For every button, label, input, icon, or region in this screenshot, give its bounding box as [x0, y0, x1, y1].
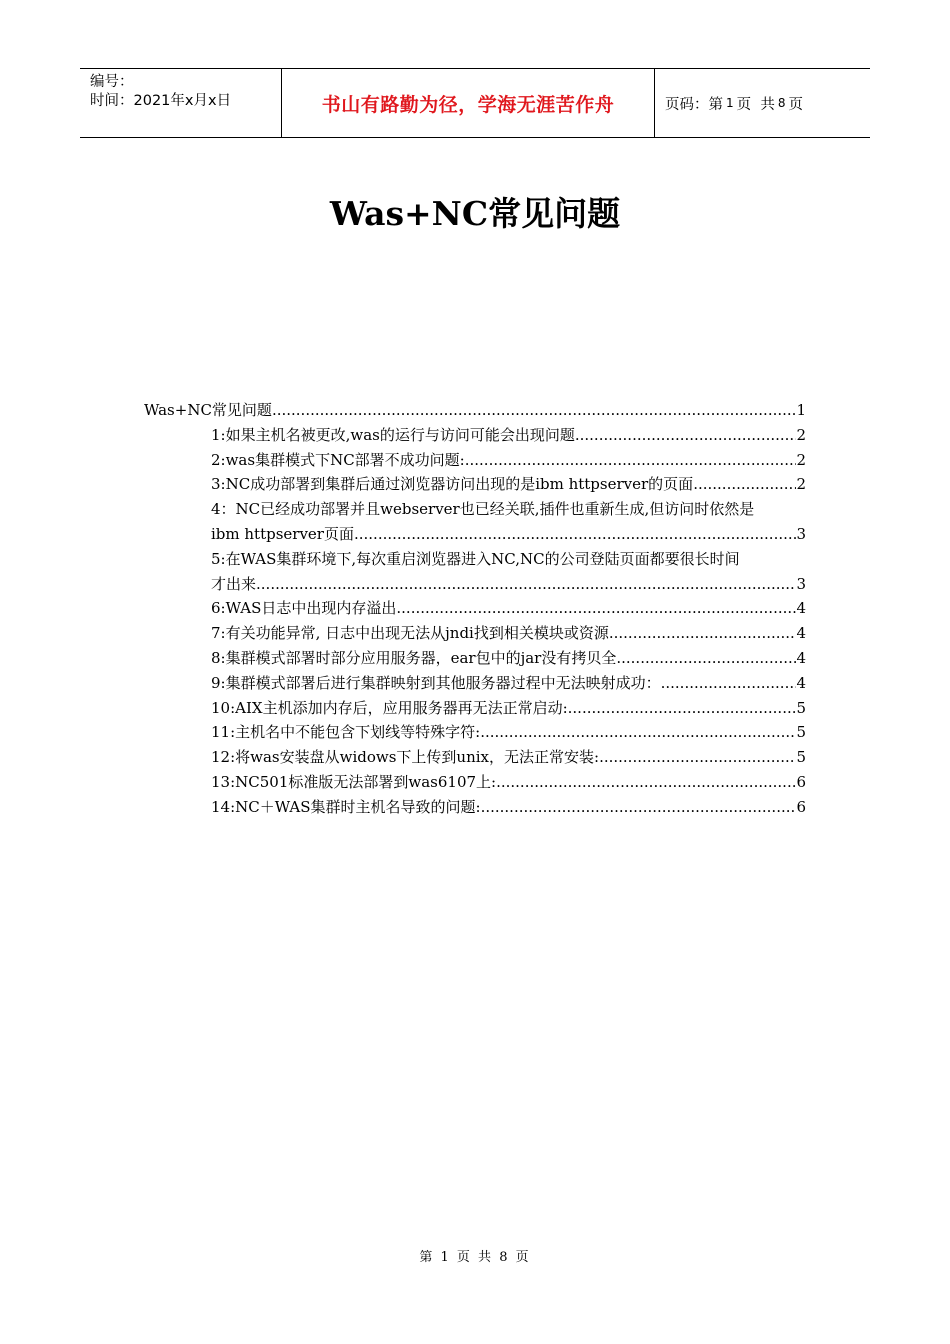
toc-leader-dots [496, 770, 796, 795]
toc-entry-text: 13:NC501标准版无法部署到was6107上: [211, 772, 497, 791]
toc-leader-dots [693, 472, 796, 497]
toc-leader-dots [256, 572, 796, 597]
toc-leader-dots [272, 398, 797, 423]
toc-leader-dots [616, 646, 796, 671]
toc-page-number: 3 [796, 574, 806, 593]
toc-entry-line [211, 572, 806, 597]
toc-entry-text: 12:将was安装盘从widows下上传到unix，无法正常安装: [211, 748, 600, 767]
toc-leader-dots [480, 720, 796, 745]
toc-page-number: 5 [796, 698, 806, 717]
toc-entry[interactable] [211, 448, 806, 473]
toc-entry[interactable] [211, 770, 806, 795]
toc-entry-line [211, 720, 806, 745]
toc-entry-line [211, 745, 806, 770]
toc-entry[interactable] [211, 646, 806, 671]
toc-entry-text: Was+NC常见问题 [144, 401, 272, 419]
toc-entry-text: 11:主机名中不能包含下划线等特殊字符: [211, 723, 481, 742]
toc-entry[interactable] [211, 745, 806, 770]
toc-entry[interactable] [211, 696, 806, 721]
header-page-prefix: 页码：第 [665, 96, 723, 113]
toc-entry-text: 7:有关功能异常, 日志中出现无法从jndi找到相关模块或资源 [211, 624, 609, 643]
toc-leader-dots [481, 795, 797, 820]
toc-leader-dots [354, 522, 796, 547]
toc-entry[interactable] [211, 472, 806, 497]
toc-entry-line [211, 448, 806, 473]
page-header [80, 68, 870, 138]
toc-entry[interactable] [144, 398, 806, 423]
toc-entry-line [211, 596, 806, 621]
toc-page-number: 5 [796, 723, 806, 742]
toc-entry-line [211, 472, 806, 497]
toc-entry-text: 2:was集群模式下NC部署不成功问题: [211, 450, 465, 469]
header-date-label: 时间：2021年x月x日 [90, 93, 232, 109]
toc-leader-dots [568, 696, 797, 721]
toc-entry-text: 1:如果主机名被更改,was的运行与访问可能会出现问题 [211, 425, 575, 444]
toc-entry-text: 8:集群模式部署时部分应用服务器，ear包中的jar没有拷贝全 [211, 648, 617, 667]
toc-leader-dots [465, 448, 797, 473]
toc-entry[interactable] [211, 720, 806, 745]
toc-entry[interactable] [211, 621, 806, 646]
toc-entry[interactable] [211, 547, 806, 597]
toc-page-number: 4 [796, 624, 806, 643]
toc-entry-text: 3:NC成功部署到集群后通过浏览器访问出现的是ibm httpserver的页面 [211, 475, 694, 494]
toc-page-number: 4 [796, 648, 806, 667]
toc-entry-text: ibm httpserver页面 [211, 524, 354, 543]
page-footer: 第 1 页 共 8 页 [419, 1250, 531, 1265]
toc-entry[interactable] [211, 671, 806, 696]
table-of-contents [144, 398, 806, 820]
toc-page-number: 2 [796, 450, 806, 469]
header-page-mid: 页 共 [736, 96, 775, 113]
header-motto: 书山有路勤为径，学海无涯苦作舟 [281, 69, 655, 137]
toc-entry-text: 才出来 [211, 574, 257, 593]
toc-entry-line [211, 547, 806, 572]
toc-page-number: 6 [796, 772, 806, 791]
toc-entry-line [211, 795, 806, 820]
toc-leader-dots [575, 423, 797, 448]
toc-page-number: 1 [796, 401, 806, 419]
toc-page-number: 4 [796, 599, 806, 618]
toc-leader-dots [396, 596, 796, 621]
toc-page-number: 5 [796, 748, 806, 767]
toc-entry-text: 10:AIX主机添加内存后，应用服务器再无法正常启动: [211, 698, 568, 717]
toc-entry-text: 9:集群模式部署后进行集群映射到其他服务器过程中无法映射成功： [211, 673, 661, 692]
toc-entry-line [211, 497, 806, 522]
toc-entry-line [211, 671, 806, 696]
header-code-label: 编号： [90, 74, 134, 90]
toc-entry-text: 5:在WAS集群环境下,每次重启浏览器进入NC,NC的公司登陆页面都要很长时间 [211, 549, 740, 568]
toc-entry[interactable] [211, 423, 806, 448]
toc-page-number: 2 [796, 475, 806, 494]
header-info-cell [80, 69, 281, 137]
toc-page-number: 2 [796, 425, 806, 444]
toc-entry-line [211, 522, 806, 547]
toc-entry-line [211, 621, 806, 646]
toc-entry[interactable] [211, 795, 806, 820]
header-page-suffix: 页 [788, 96, 803, 113]
toc-entry[interactable] [211, 596, 806, 621]
toc-entry-line [144, 398, 806, 423]
toc-entry-text: 4：NC已经成功部署并且webserver也已经关联,插件也重新生成,但访问时依然是 [211, 500, 755, 519]
header-page-number: 1 [726, 96, 734, 110]
toc-leader-dots [599, 745, 796, 770]
toc-leader-dots [609, 621, 797, 646]
toc-entry-text: 6:WAS日志中出现内存溢出 [211, 599, 397, 618]
document-title: Was+NC常见问题 [329, 194, 621, 233]
toc-entry-line [211, 423, 806, 448]
toc-page-number: 4 [796, 673, 806, 692]
header-page-info [655, 69, 870, 137]
toc-entry-text: 14:NC＋WAS集群时主机名导致的问题: [211, 797, 481, 816]
toc-leader-dots [661, 671, 797, 696]
toc-entry-line [211, 770, 806, 795]
toc-page-number: 3 [796, 524, 806, 543]
header-page-total: 8 [777, 96, 786, 110]
toc-entry-line [211, 646, 806, 671]
toc-entry-line [211, 696, 806, 721]
toc-page-number: 6 [796, 797, 806, 816]
toc-entry[interactable] [211, 497, 806, 547]
